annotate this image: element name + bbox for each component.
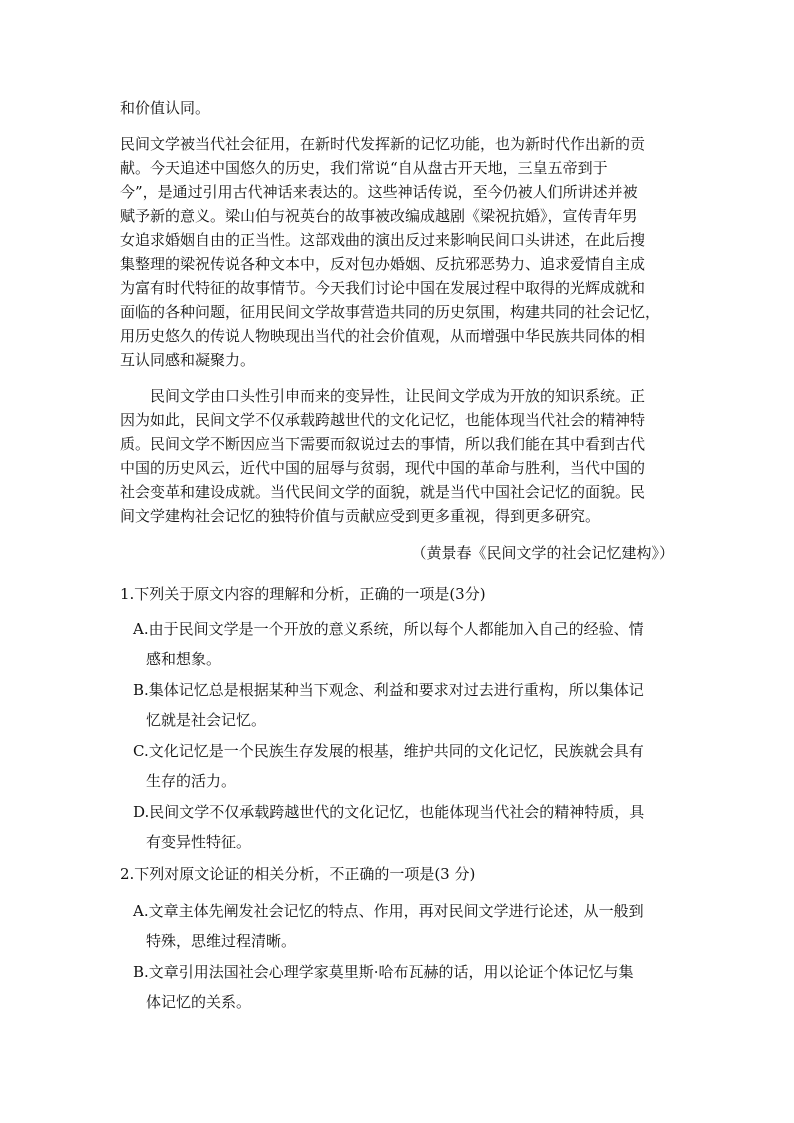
paragraph-line: 间文学建构社会记忆的独特价值与贡献应受到更多重视，得到更多研究。: [120, 507, 601, 525]
paragraph-line: 和价值认同。: [120, 99, 211, 117]
question-1-option-d[interactable]: [133, 797, 678, 857]
paragraph-line: 互认同感和凝聚力。: [120, 351, 256, 369]
paragraph-social-use: [120, 132, 680, 372]
question-1-option-a[interactable]: [133, 614, 678, 674]
question-1-option-b[interactable]: [133, 675, 678, 735]
question-1-option-c[interactable]: [133, 736, 678, 796]
option-line: D.民间文学不仅承载跨越世代的文化记忆，也能体现当代社会的精神特质，具: [133, 803, 645, 821]
paragraph-variability: [120, 384, 680, 528]
paragraph-line: 女追求婚姻自由的正当性。这部戏曲的演出反过来影响民间口头讲述，在此后搜: [120, 231, 646, 249]
option-line: 特殊，思维过程清晰。: [146, 932, 297, 950]
question-2-option-b[interactable]: [133, 957, 678, 1017]
paragraph-line: 为富有时代特征的故事情节。今天我们讨论中国在发展过程中取得的光辉成就和: [120, 279, 646, 297]
question-1-stem: 1.下列关于原文内容的理解和分析，正确的一项是(3分): [120, 585, 486, 603]
option-line: A.由于民间文学是一个开放的意义系统，所以每个人都能加入自己的经验、情: [133, 620, 644, 638]
option-line: 有变异性特征。: [146, 833, 252, 851]
option-line: C.文化记忆是一个民族生存发展的根基，维护共同的文化记忆，民族就会具有: [133, 742, 644, 760]
option-line: 生存的活力。: [146, 772, 237, 790]
paragraph-line: 今”，是通过引用古代神话来表达的。这些神话传说，至今仍被人们所讲述并被: [120, 183, 638, 201]
paragraph-intro-fragment: [120, 96, 680, 120]
option-line: 体记忆的关系。: [146, 993, 252, 1011]
paragraph-line: 面临的各种问题，征用民间文学故事营造共同的历史氛围，构建共同的社会记忆，: [120, 303, 661, 321]
paragraph-line: 民间文学由口头性引申而来的变异性，让民间文学成为开放的知识系统。正: [120, 387, 646, 405]
paragraph-line: 民间文学被当代社会征用，在新时代发挥新的记忆功能，也为新时代作出新的贡: [120, 135, 646, 153]
question-2-option-a[interactable]: [133, 896, 678, 956]
paragraph-line: 因为如此，民间文学不仅承载跨越世代的文化记忆，也能体现当代社会的精神特: [120, 411, 646, 429]
question-2-stem: 2.下列对原文论证的相关分析，不正确的一项是(3 分): [120, 865, 476, 883]
paragraph-line: 中国的历史风云，近代中国的屈辱与贫弱，现代中国的革命与胜利，当代中国的: [120, 459, 646, 477]
paragraph-line: 集整理的梁祝传说各种文本中，反对包办婚姻、反抗邪恶势力、追求爱情自主成: [120, 255, 646, 273]
source-citation: （黄景春《民间文学的社会记忆建构》）: [411, 544, 674, 562]
option-line: 感和想象。: [146, 650, 222, 668]
option-line: B.文章引用法国社会心理学家莫里斯·哈布瓦赫的话，用以论证个体记忆与集: [133, 963, 634, 981]
paragraph-line: 质。民间文学不断因应当下需要而叙说过去的事情，所以我们能在其中看到古代: [120, 435, 646, 453]
paragraph-line: 用历史悠久的传说人物映现出当代的社会价值观，从而增强中华民族共同体的相: [120, 327, 646, 345]
paragraph-line: 献。今天追述中国悠久的历史，我们常说“自从盘古开天地，三皇五帝到于: [120, 159, 608, 177]
option-line: 忆就是社会记忆。: [146, 711, 267, 729]
option-line: A.文章主体先阐发社会记忆的特点、作用，再对民间文学进行论述，从一般到: [133, 902, 644, 920]
option-line: B.集体记忆总是根据某种当下观念、利益和要求对过去进行重构，所以集体记: [133, 681, 644, 699]
paragraph-line: 赋予新的意义。梁山伯与祝英台的故事被改编成越剧《梁祝抗婚》，宣传青年男: [120, 207, 638, 225]
paragraph-line: 社会变革和建设成就。当代民间文学的面貌，就是当代中国社会记忆的面貌。民: [120, 483, 646, 501]
